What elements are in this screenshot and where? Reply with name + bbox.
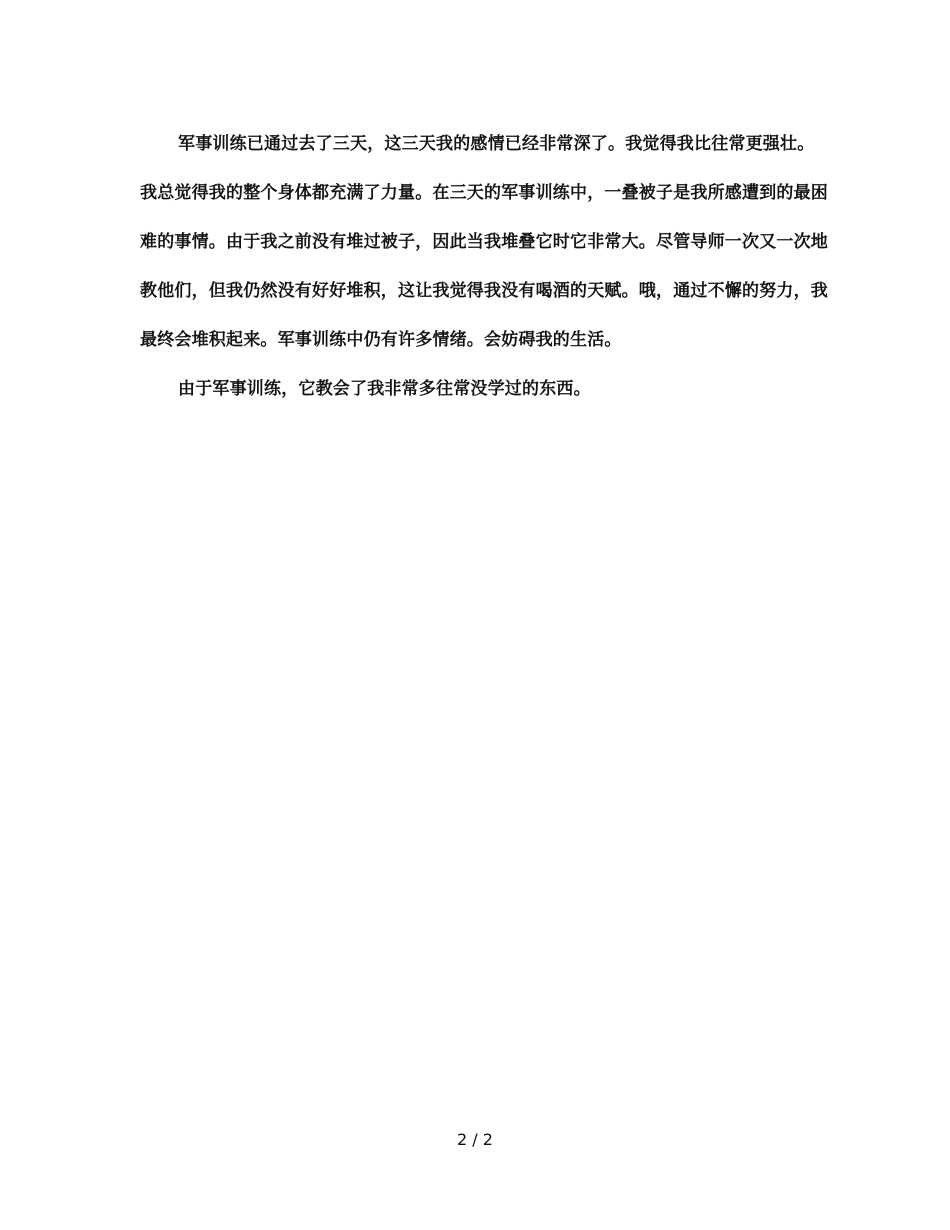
document-body bbox=[140, 120, 830, 414]
paragraph-2: 由于军事训练，它教会了我非常多往常没学过的东西。 bbox=[178, 379, 591, 399]
page-number: 2 / 2 bbox=[457, 1130, 493, 1149]
paragraph-1: 军事训练已通过去了三天，这三天我的感情已经非常深了。我觉得我比往常更强壮。我总觉得我的整个身体都充满了力量。在三天的军事训练中，一叠被子是我所感遭到的最困难的事情。由于我之前没有堆过被子，因此当我堆叠它时它非常大。尽管导师一次又一次地教他们，但我仍然没有好好堆积，这让我觉得我没有喝酒的天赋。哦，通过不懈的努力，我最终会堆积起来。军事训练中仍有许多情绪。会妨碍我的生活。 bbox=[140, 134, 828, 350]
